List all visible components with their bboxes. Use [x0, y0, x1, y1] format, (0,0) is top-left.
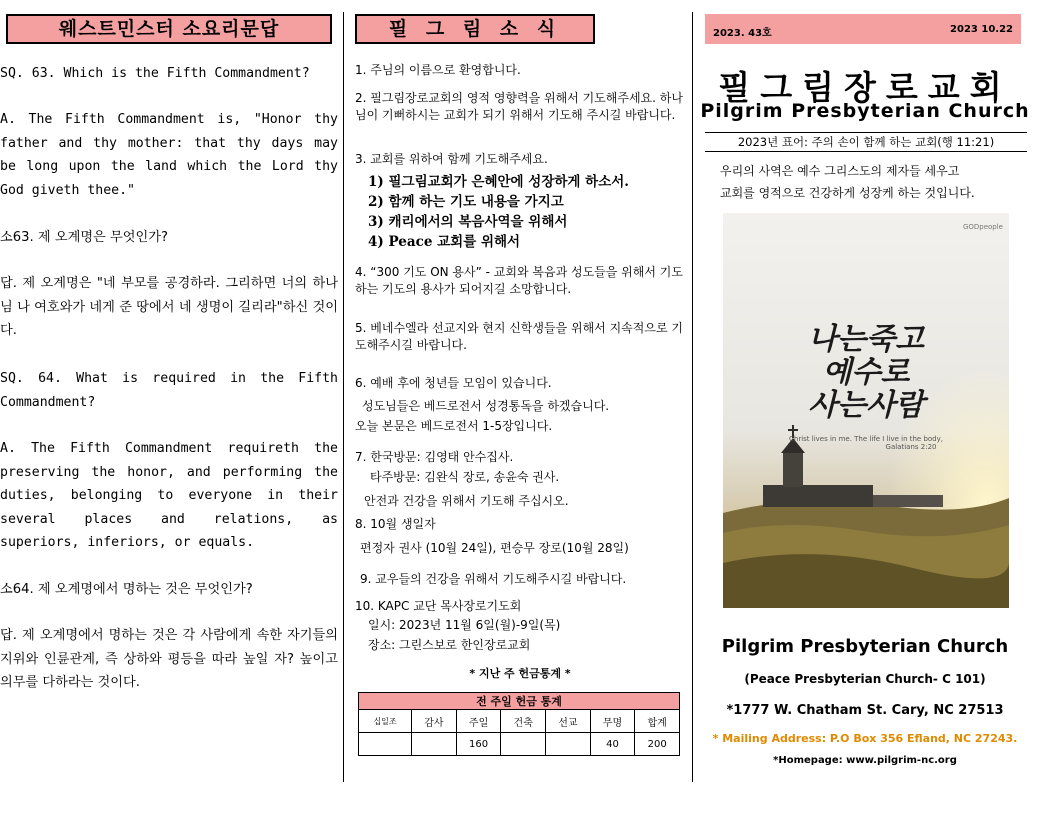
offering-header-cell: 십일조: [359, 710, 412, 733]
mission-line: 우리의 사역은 예수 그리스도의 제자들 세우고: [720, 164, 960, 178]
image-verse: [723, 435, 1009, 451]
image-brand: GODpeople: [962, 223, 1003, 231]
offering-value-cell: [546, 733, 591, 756]
table-row: [359, 710, 680, 733]
news-item-2: 2. 필그림장로교회의 영적 영향력을 위해서 기도해주세요. 하나님이 기뻐하시는 교회가 되기 위해서 기도해 주시길 바랍니다.: [355, 91, 683, 122]
offering-header-cell: 건축: [501, 710, 546, 733]
a64-en: A. The Fifth Commandment requireth the preserving the honor, and performing the duties, belonging to everyone in their several places and relations, as superiors, inferiors, or equals.: [0, 441, 338, 550]
news-item-10b: 일시: 2023년 11월 6일(월)-9일(목): [368, 618, 561, 632]
news-column: [350, 0, 690, 816]
news-item-6c: 오늘 본문은 베드로전서 1-5장입니다.: [355, 419, 553, 433]
issue-bar: [705, 14, 1021, 44]
offering-header-cell: 합계: [635, 710, 680, 733]
q63-en: SQ. 63. Which is the Fifth Commandment?: [0, 66, 310, 81]
news-item-8b: 편정자 권사 (10월 24일), 편승무 장로(10월 28일): [360, 541, 629, 555]
image-title-line: 사는사람: [808, 388, 924, 423]
news-item-6b: 성도님들은 베드로전서 성경통독을 하겠습니다.: [362, 399, 610, 413]
column-divider: [343, 12, 344, 782]
news-item-1: 1. 주님의 이름으로 환영합니다.: [355, 63, 521, 77]
offering-header-cell: 감사: [412, 710, 457, 733]
issue-number: 2023. 43호: [713, 28, 772, 39]
catechism-column: [0, 0, 340, 816]
list-item: 4) Peace 교회를 위해서: [368, 234, 521, 250]
offering-caption: 전 주일 헌금 통계: [359, 693, 680, 710]
list-item: 2) 함께 하는 기도 내용을 가지고: [368, 194, 564, 210]
image-verse-line: Galatians 2:20: [885, 443, 937, 451]
offering-value-cell: 200: [635, 733, 680, 756]
offering-table: [358, 692, 680, 756]
offering-value-cell: [359, 733, 412, 756]
prayer-list: [368, 172, 629, 252]
a63-ko: 답. 제 오계명은 "네 부모를 공경하라. 그리하면 너의 하나님 나 여호와가 네게 준 땅에서 네 생명이 길리라"하신 것이다.: [0, 276, 338, 338]
news-header: 필 그 림 소 식: [355, 14, 595, 44]
news-item-6a: 6. 예배 후에 청년들 모임이 있습니다.: [355, 376, 552, 390]
column-divider: [692, 12, 693, 782]
image-title-line: 예수로: [822, 355, 910, 390]
a64-ko: 답. 제 오계명에서 명하는 것은 각 사람에게 속한 자기들의 지위와 인륜관계, 즉 상하와 평등을 따라 높일 자? 높이고 의무를 다하라는 것이다.: [0, 628, 338, 690]
footer-address: *1777 W. Chatham St. Cary, NC 27513: [726, 703, 1004, 718]
news-item-4: 4. “300 기도 ON 용사” - 교회와 복음과 성도들을 위해서 기도하는 기도의 용사가 되어지길 소망합니다.: [355, 265, 683, 296]
list-item: 3) 캐리에서의 복음사역을 위해서: [368, 214, 568, 230]
news-item-5: 5. 베네수엘라 선교지와 현지 신학생들을 위해서 지속적으로 기도해주시길 바랍니다.: [355, 321, 683, 352]
issue-date: 2023 10.22: [950, 24, 1013, 35]
offering-note: * 지난 주 헌금통계 *: [469, 667, 571, 680]
catechism-header: 웨스트민스터 소요리문답: [6, 14, 332, 44]
footer-title: Pilgrim Presbyterian Church: [721, 636, 1009, 657]
image-title: [723, 323, 1009, 422]
church-name-en: Pilgrim Presbyterian Church: [700, 100, 1030, 122]
news-item-7c: 안전과 건강을 위해서 기도해 주십시오.: [364, 494, 569, 508]
news-item-7a: 7. 한국방문: 김영태 안수집사.: [355, 450, 514, 464]
offering-value-cell: [412, 733, 457, 756]
footer-homepage: *Homepage: www.pilgrim-nc.org: [773, 755, 957, 766]
news-item-8: 8. 10월 생일자: [355, 517, 436, 531]
news-item-9: 9. 교우들의 건강을 위해서 기도해주시길 바랍니다.: [360, 572, 627, 586]
offering-value-cell: [501, 733, 546, 756]
image-title-line: 나는죽고: [808, 322, 924, 357]
footer-peace: (Peace Presbyterian Church- C 101): [744, 672, 986, 686]
offering-header-cell: 주일: [456, 710, 501, 733]
list-item: 1) 필그림교회가 은혜안에 성장하게 하소서.: [368, 174, 629, 190]
cover-column: [700, 0, 1040, 816]
news-item-10: 10. KAPC 교단 목사장로기도회: [355, 599, 522, 613]
q64-en: SQ. 64. What is required in the Fifth Commandment?: [0, 371, 338, 410]
offering-header-cell: 무명: [590, 710, 635, 733]
church-name-ko: 필그림장로교회: [718, 68, 1012, 107]
news-item-3: 3. 교회를 위하여 함께 기도해주세요.: [355, 152, 548, 166]
q63-ko: 소63. 제 오계명은 무엇인가?: [0, 230, 168, 245]
offering-value-cell: 40: [590, 733, 635, 756]
news-item-10c: 장소: 그린스보로 한인장로교회: [368, 638, 531, 652]
q64-ko: 소64. 제 오계명에서 명하는 것은 무엇인가?: [0, 582, 253, 597]
motto: 2023년 표어: 주의 손이 함께 하는 교회(행 11:21): [705, 132, 1027, 152]
mission-statement: [720, 160, 1030, 204]
offering-value-cell: 160: [456, 733, 501, 756]
news-item-7b: 타주방문: 김완식 장로, 송윤숙 권사.: [370, 470, 560, 484]
footer-mailing: * Mailing Address: P.O Box 356 Efland, NC 27243.: [712, 732, 1018, 745]
cover-image: [723, 213, 1009, 608]
image-verse-line: Christ lives in me. The life I live in the body,: [789, 435, 943, 443]
mission-line: 교회를 영적으로 건강하게 성장케 하는 것입니다.: [720, 186, 975, 200]
offering-header-cell: 선교: [546, 710, 591, 733]
table-row: [359, 733, 680, 756]
a63-en: A. The Fifth Commandment is, "Honor thy father and thy mother: that thy days may be long upon the land which the Lord thy God giveth thee.": [0, 112, 338, 198]
